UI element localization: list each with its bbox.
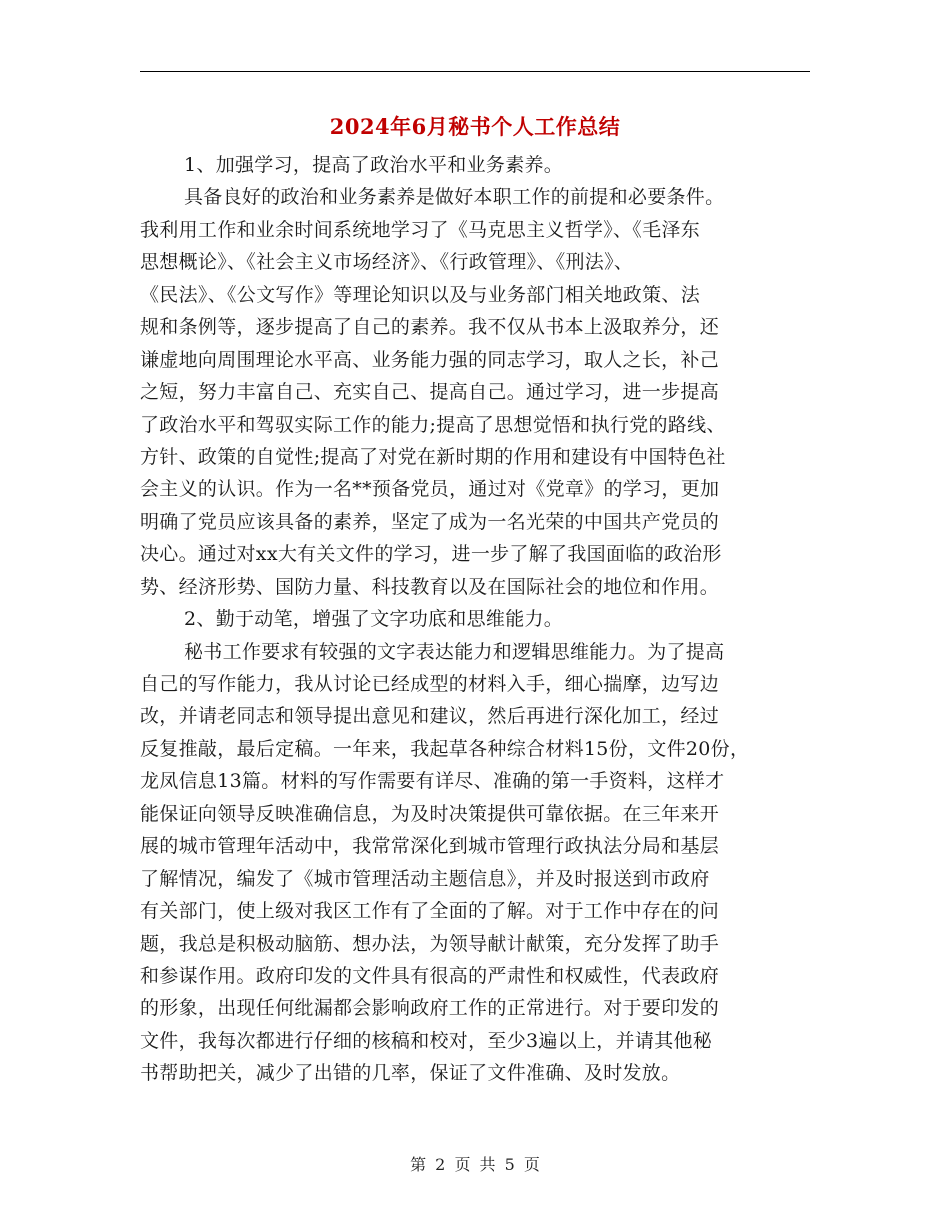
paragraph-line: 我利用工作和业余时间系统地学习了《马克思主义哲学》、《毛泽东 [140,218,701,241]
paragraph-line: 题，我总是积极动脑筋、想办法，为领导献计献策，充分发挥了助手 [140,932,720,955]
paragraph-line: 了政治水平和驾驭实际工作的能力;提高了思想觉悟和执行党的路线、 [140,413,726,436]
paragraph-line: 自己的写作能力，我从讨论已经成型的材料入手，细心揣摩，边写边 [140,673,720,695]
paragraph-line: 改，并请老同志和领导提出意见和建议，然后再进行深化加工，经过 [140,705,720,728]
paragraph-line: 有关部门，使上级对我区工作有了全面的了解。对于工作中存在的问 [140,900,720,923]
paragraph-line: 之短，努力丰富自己、充实自己、提高自己。通过学习，进一步提高 [140,381,720,404]
paragraph-line: 势、经济形势、国防力量、科技教育以及在国际社会的地位和作用。 [140,575,720,598]
paragraph-line: 展的城市管理年活动中，我常常深化到城市管理行政执法分局和基层 [140,835,720,858]
paragraph-line: 思想概论》、《社会主义市场经济》、《行政管理》、《刑法》、 [140,251,634,274]
paragraph-line: 谦虚地向周围理论水平高、业务能力强的同志学习，取人之长，补己 [140,348,720,371]
paragraph-line: 会主义的认识。作为一名**预备党员，通过对《党章》的学习，更加 [140,478,720,501]
header-rule [140,71,810,72]
paragraph-line: 了解情况，编发了《城市管理活动主题信息》，并及时报送到市政府 [140,867,710,890]
paragraph-line: 秘书工作要求有较强的文字表达能力和逻辑思维能力。为了提高 [184,640,725,663]
paragraph-line: 反复推敲，最后定稿。一年来，我起草各种综合材料15份，文件20份， [140,737,750,760]
paragraph-line: 龙凤信息13篇。材料的写作需要有详尽、准确的第一手资料，这样才 [140,770,725,793]
paragraph-line: 方针、政策的自觉性;提高了对党在新时期的作用和建设有中国特色社 [140,445,726,468]
document-body [140,149,810,1090]
section-heading: 1、加强学习，提高了政治水平和业务素养。 [184,154,564,176]
paragraph-line: 和参谋作用。政府印发的文件具有很高的严肃性和权威性，代表政府 [140,964,720,987]
paragraph-line: 能保证向领导反映准确信息，为及时决策提供可靠依据。在三年来开 [140,802,720,825]
paragraph-line: 规和条例等，逐步提高了自己的素养。我不仅从书本上汲取养分，还 [140,316,720,339]
paragraph-line: 文件，我每次都进行仔细的核稿和校对，至少3遍以上，并请其他秘 [140,1029,713,1052]
section-heading: 2、勤于动笔，增强了文字功底和思维能力。 [184,608,564,631]
paragraph-line: 的形象，出现任何纰漏都会影响政府工作的正常进行。对于要印发的 [140,997,720,1020]
paragraph-line: 决心。通过对xx大有关文件的学习，进一步了解了我国面临的政治形 [140,543,722,566]
paragraph-line: 明确了党员应该具备的素养，坚定了成为一名光荣的中国共产党员的 [140,510,720,533]
paragraph-line: 书帮助把关，减少了出错的几率，保证了文件准确、及时发放。 [140,1062,681,1085]
page-number: 第 2 页 共 5 页 [410,1155,540,1174]
paragraph-line: 具备良好的政治和业务素养是做好本职工作的前提和必要条件。 [184,186,725,209]
paragraph-line: 《民法》、《公文写作》等理论知识以及与业务部门相关地政策、法 [140,283,701,306]
document-title: 2024年6月秘书个人工作总结 [329,114,621,139]
